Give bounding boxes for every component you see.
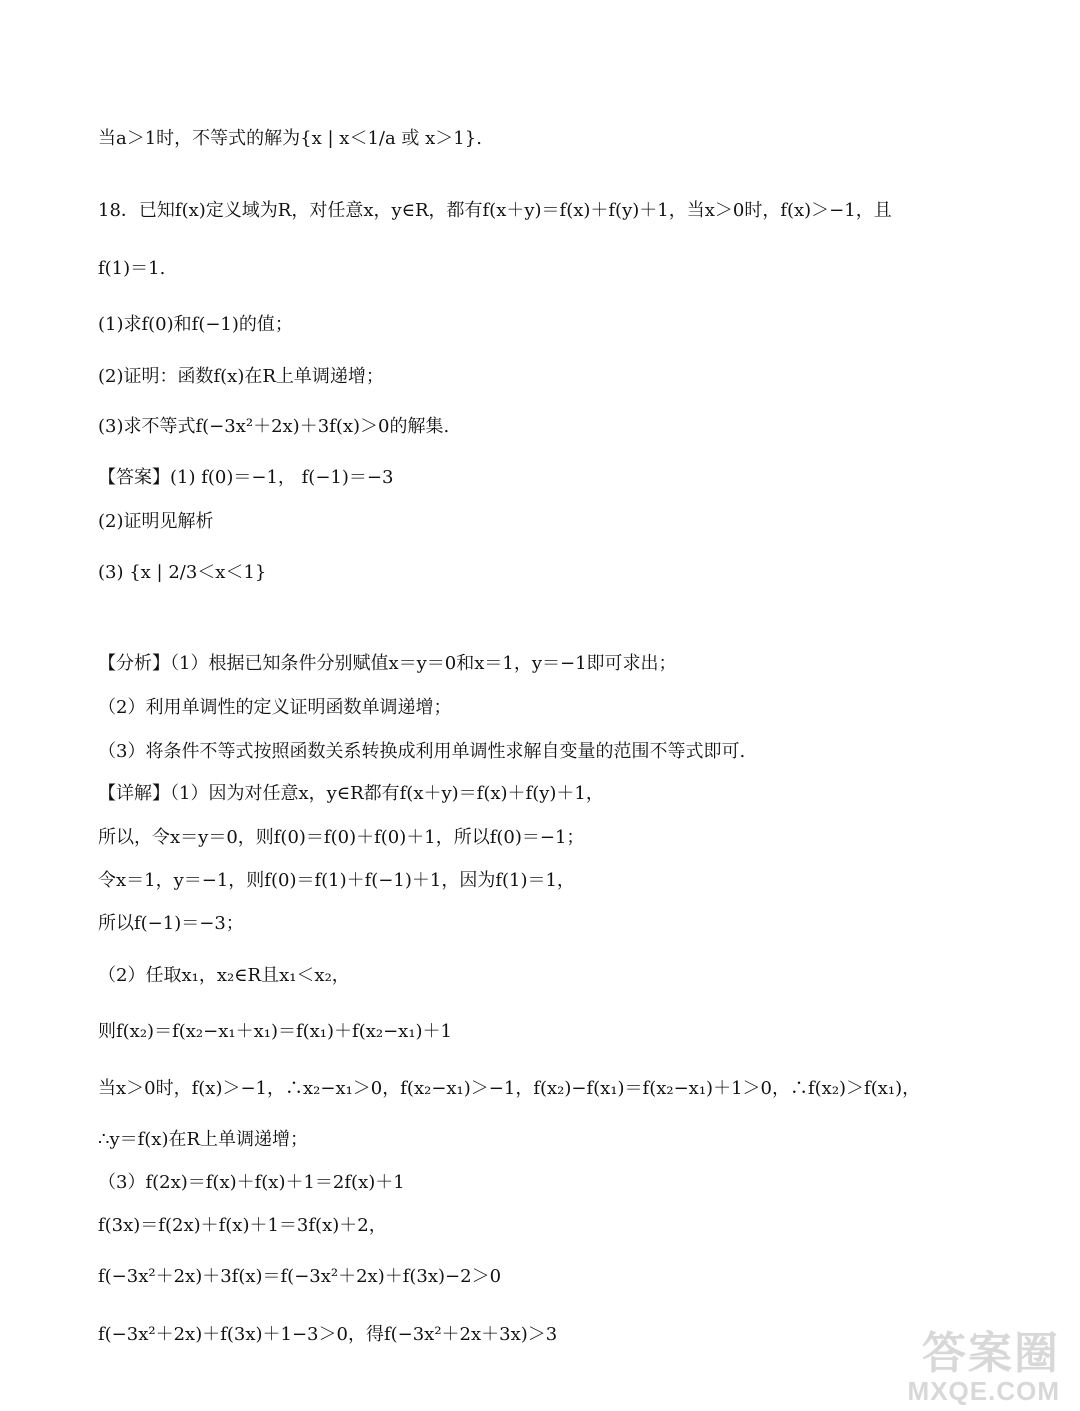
answer-1: 【答案】(1) f(0)＝−1， f(−1)＝−3	[98, 467, 394, 488]
detail-1-step1: 所以，令x＝y＝0，则f(0)＝f(0)＋f(0)＋1，所以f(0)＝−1；	[98, 827, 585, 848]
detail-3-step2: f(3x)＝f(2x)＋f(x)＋1＝3f(x)＋2，	[98, 1215, 387, 1236]
question-2: (2)证明：函数f(x)在R上单调递增；	[98, 366, 384, 387]
detail-3-step1: （3）f(2x)＝f(x)＋f(x)＋1＝2f(x)＋1	[98, 1172, 405, 1193]
problem-18-statement: 18．已知f(x)定义域为R，对任意x，y∈R，都有f(x＋y)＝f(x)＋f(y)＋1，当x＞0时，f(x)＞−1，且	[98, 200, 892, 221]
detail-3-step4: f(−3x²＋2x)＋f(3x)＋1−3＞0，得f(−3x²＋2x＋3x)＞3	[98, 1324, 558, 1345]
detail-1-intro: 【详解】（1）因为对任意x，y∈R都有f(x＋y)＝f(x)＋f(y)＋1，	[98, 783, 604, 804]
watermark-domain: MXQE.COM	[907, 1376, 1060, 1406]
previous-solution-conclusion: 当a＞1时，不等式的解为{x | x＜1/a 或 x＞1}.	[98, 128, 482, 149]
question-1: (1)求f(0)和f(−1)的值；	[98, 314, 293, 335]
analysis-3: （3）将条件不等式按照函数关系转换成利用单调性求解自变量的范围不等式即可.	[98, 741, 746, 762]
problem-18-statement-cont: f(1)＝1.	[98, 258, 166, 279]
answer-3: (3) {x | 2/3＜x＜1}	[98, 562, 267, 583]
detail-1-step2: 令x＝1，y＝−1，则f(0)＝f(1)＋f(−1)＋1，因为f(1)＝1，	[98, 870, 575, 891]
answer-2: (2)证明见解析	[98, 511, 214, 532]
detail-3-step3: f(−3x²＋2x)＋3f(x)＝f(−3x²＋2x)＋f(3x)−2＞0	[98, 1266, 502, 1287]
watermark	[908, 1331, 1060, 1405]
analysis-2: （2）利用单调性的定义证明函数单调递增；	[98, 697, 452, 718]
detail-1-result: 所以f(−1)＝−3；	[98, 913, 244, 934]
detail-2-setup: （2）任取x₁，x₂∈R且x₁＜x₂，	[98, 965, 350, 986]
detail-2-conclusion: ∴y＝f(x)在R上单调递增；	[98, 1129, 309, 1150]
detail-2-expand: 则f(x₂)＝f(x₂−x₁＋x₁)＝f(x₁)＋f(x₂−x₁)＋1	[98, 1021, 453, 1042]
detail-2-compare: 当x＞0时，f(x)＞−1，∴x₂−x₁＞0，f(x₂−x₁)＞−1，f(x₂)−f(x₁)＝f(x₂−x₁)＋1＞0，∴f(x₂)＞f(x₁)，	[98, 1078, 921, 1099]
analysis-1: 【分析】（1）根据已知条件分别赋值x＝y＝0和x＝1，y＝−1即可求出；	[98, 653, 677, 674]
watermark-logo-text: 答案圈	[922, 1329, 1060, 1378]
question-3: (3)求不等式f(−3x²＋2x)＋3f(x)＞0的解集.	[98, 416, 450, 437]
